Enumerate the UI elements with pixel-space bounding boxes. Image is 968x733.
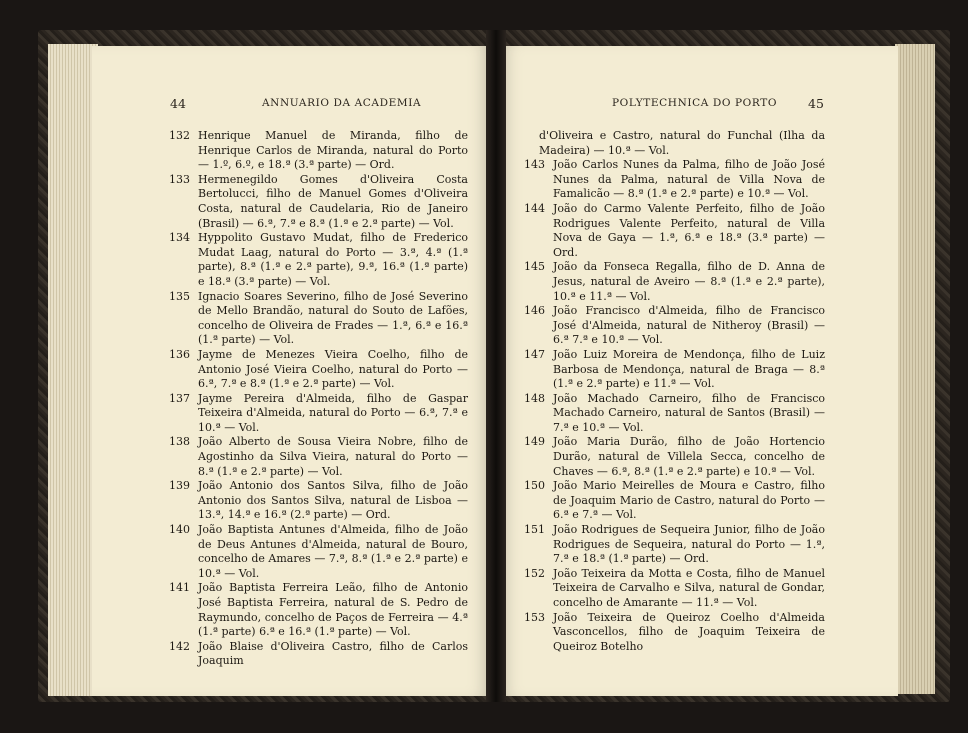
entry-number: 132 xyxy=(169,129,190,142)
continuation-entry xyxy=(515,129,825,158)
entry-number: 144 xyxy=(524,201,545,215)
entry xyxy=(160,129,468,173)
entry-text: Jayme de Menezes Vieira Coelho, filho de Antonio José Vieira Coelho, natural do Porto — 6.ª, 7.ª e 8.ª (1.ª e 2.ª parte) — Vol. xyxy=(198,347,468,391)
right-page-number: 45 xyxy=(808,96,824,111)
entry-text: João Antonio dos Santos Silva, filho de João Antonio dos Santos Silva, natural de Lisboa — 13.ª, 14.ª e 16.ª (2.ª parte) — Ord. xyxy=(198,479,468,522)
entry xyxy=(160,479,468,523)
entry-text: João Machado Carneiro, filho de Francisco Machado Carneiro, natural de Santos (Brasil) — 7.ª e 10.ª — Vol. xyxy=(553,391,825,434)
entry xyxy=(515,567,825,611)
entry-text: Hermenegildo Gomes d'Oliveira Costa Bertolucci, filho de Manuel Gomes d'Oliveira Costa, natural de Caudelaria, Rio de Janeiro (Brasil) — 6.ª, 7.ª e 8.ª (1.ª e 2.ª parte) — Vol. xyxy=(198,172,468,230)
entry xyxy=(515,479,825,523)
entry xyxy=(515,435,825,479)
entry xyxy=(160,231,468,289)
entry-number: 149 xyxy=(524,435,545,449)
entry-number: 152 xyxy=(524,566,545,580)
page-edges-left xyxy=(48,44,98,696)
entry xyxy=(515,202,825,260)
entry-number: 148 xyxy=(524,391,545,405)
entry xyxy=(160,290,468,348)
entry-number: 141 xyxy=(169,581,190,595)
entry-text: João Mario Meirelles de Moura e Castro, filho de Joaquim Mario de Castro, natural do Porto — 6.ª e 7.ª — Vol. xyxy=(553,479,825,522)
entry xyxy=(515,158,825,202)
entry-text: João Teixeira de Queiroz Coelho d'Almeida Vasconcellos, filho de Joaquim Teixeira de Queiroz Botelho xyxy=(553,610,825,653)
entry xyxy=(515,348,825,392)
continuation-text: d'Oliveira e Castro, natural do Funchal (Ilha da Madeira) — 10.ª — Vol. xyxy=(539,129,825,157)
entry-text: João Blaise d'Oliveira Castro, filho de Carlos Joaquim xyxy=(198,639,468,668)
entry xyxy=(515,260,825,304)
entry xyxy=(160,435,468,479)
entry-text: João Alberto de Sousa Vieira Nobre, filho de Agostinho da Silva Vieira, natural do Porto — 8.ª (1.ª e 2.ª parte) — Vol. xyxy=(198,435,468,478)
entry-number: 139 xyxy=(169,479,190,493)
entry xyxy=(515,392,825,436)
entry-number: 153 xyxy=(524,610,545,624)
entry-number: 145 xyxy=(524,260,545,274)
entry xyxy=(160,523,468,581)
entry-number: 134 xyxy=(169,231,190,245)
right-entries xyxy=(515,129,825,654)
entry xyxy=(515,304,825,348)
entry-text: Hyppolito Gustavo Mudat, filho de Frederico Mudat Laag, natural do Porto — 3.ª, 4.ª (1.ª parte), 8.ª (1.ª e 2.ª parte), 9.ª, 16.ª (1.ª parte) e 18.ª (3.ª parte) — Vol. xyxy=(198,231,468,288)
entry xyxy=(160,392,468,436)
entry xyxy=(160,173,468,231)
entry-number: 151 xyxy=(524,523,545,537)
entry xyxy=(515,611,825,655)
gutter xyxy=(486,30,506,702)
right-running-head: POLYTECHNICA DO PORTO xyxy=(612,97,778,109)
page-edges-right xyxy=(895,44,935,694)
entry-number: 135 xyxy=(169,289,190,303)
entry-text: João da Fonseca Regalla, filho de D. Anna de Jesus, natural de Aveiro — 8.ª (1.ª e 2.ª parte), 10.ª e 11.ª — Vol. xyxy=(553,260,825,303)
entry-number: 133 xyxy=(169,172,190,186)
entry xyxy=(515,523,825,567)
entry-text: João Carlos Nunes da Palma, filho de João José Nunes da Palma, natural de Villa Nova de Famalicão — 8.ª (1.ª e 2.ª parte) e 10.ª — Vol. xyxy=(553,158,825,201)
entry-text: João Maria Durão, filho de João Hortencio Durão, natural de Villela Secca, concelho de Chaves — 6.ª, 8.ª (1.ª e 2.ª parte) e 10.ª — Vol. xyxy=(553,435,825,478)
entry-text: João Francisco d'Almeida, filho de Francisco José d'Almeida, natural de Nitheroy (Brasil) — 6.ª 7.ª e 10.ª — Vol. xyxy=(553,304,825,347)
entry-number: 137 xyxy=(169,391,190,405)
entry-number: 146 xyxy=(524,304,545,318)
left-running-head: ANNUARIO DA ACADEMIA xyxy=(262,97,422,109)
entry xyxy=(160,581,468,639)
entry-text: João do Carmo Valente Perfeito, filho de João Rodrigues Valente Perfeito, natural de Villa Nova de Gaya — 1.ª, 6.ª e 18.ª (3.ª parte) — Ord. xyxy=(553,201,825,259)
entry-text: João Luiz Moreira de Mendonça, filho de Luiz Barbosa de Mendonça, natural de Braga — 8.ª (1.ª e 2.ª parte) e 11.ª — Vol. xyxy=(553,347,825,391)
entry-text: Henrique Manuel de Miranda, filho de Henrique Carlos de Miranda, natural do Porto — 1.º, 6.º, e 18.ª (3.ª parte) — Ord. xyxy=(198,129,468,172)
entry xyxy=(160,348,468,392)
entry-number: 147 xyxy=(524,347,545,361)
entry-number: 140 xyxy=(169,523,190,537)
entry-text: João Baptista Ferreira Leão, filho de Antonio José Baptista Ferreira, natural de S. Pedro de Raymundo, concelho de Paços de Ferreira — 4.ª (1.ª parte) 6.ª e 16.ª (1.ª parte) — Vol. xyxy=(198,581,468,639)
entry-number: 138 xyxy=(169,435,190,449)
left-entries xyxy=(160,129,468,669)
entry-text: João Teixeira da Motta e Costa, filho de Manuel Teixeira de Carvalho e Silva, natural de Gondar, concelho de Amarante — 11.ª — Vol. xyxy=(553,566,825,609)
entry-text: Jayme Pereira d'Almeida, filho de Gaspar Teixeira d'Almeida, natural do Porto — 6.ª, 7.ª e 10.ª — Vol. xyxy=(198,391,468,434)
entry-number: 150 xyxy=(524,479,545,493)
entry xyxy=(160,640,468,669)
entry-text: João Rodrigues de Sequeira Junior, filho de João Rodrigues de Sequeira, natural do Porto — 1.ª, 7.ª e 18.ª (1.ª parte) — Ord. xyxy=(553,523,825,566)
entry-text: João Baptista Antunes d'Almeida, filho de João de Deus Antunes d'Almeida, natural de Bouro, concelho de Amares — 7.ª, 8.ª (1.ª e 2.ª parte) e 10.ª — Vol. xyxy=(198,523,468,580)
entry-number: 143 xyxy=(524,158,545,172)
entry-number: 142 xyxy=(169,639,190,653)
left-page-number: 44 xyxy=(170,96,186,111)
entry-number: 136 xyxy=(169,347,190,361)
entry-text: Ignacio Soares Severino, filho de José Severino de Mello Brandão, natural do Souto de Lafões, concelho de Oliveira de Frades — 1.ª, 6.ª e 16.ª (1.ª parte) — Vol. xyxy=(198,289,468,347)
